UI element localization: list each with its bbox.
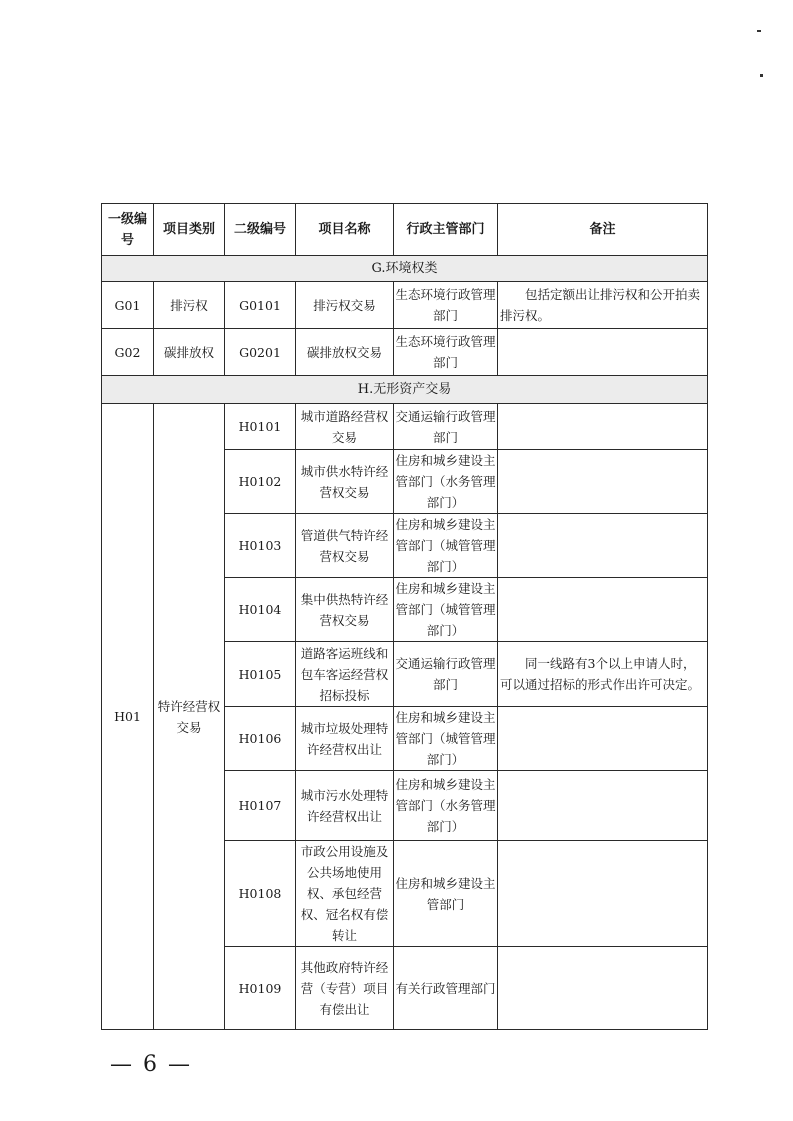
remarks [498, 578, 708, 642]
header-department: 行政主管部门 [394, 204, 498, 256]
header-project-name: 项目名称 [296, 204, 394, 256]
department: 有关行政管理部门 [394, 947, 498, 1030]
project-name: 排污权交易 [296, 282, 394, 329]
section-title-h: H.无形资产交易 [102, 376, 708, 404]
remarks [498, 514, 708, 578]
department: 住房和城乡建设主管部门（城管管理部门） [394, 578, 498, 642]
table-row [102, 404, 708, 450]
department: 住房和城乡建设主管部门（水务管理部门） [394, 450, 498, 514]
remarks [498, 947, 708, 1030]
header-remarks: 备注 [498, 204, 708, 256]
project-name: 管道供气特许经营权交易 [296, 514, 394, 578]
remarks [498, 329, 708, 376]
department: 住房和城乡建设主管部门（城管管理部门） [394, 707, 498, 771]
header-row [102, 204, 708, 256]
department: 交通运输行政管理部门 [394, 642, 498, 707]
scan-mark-top2 [760, 74, 763, 77]
level2-code: H0102 [225, 450, 296, 514]
project-name: 道路客运班线和包车客运经营权招标投标 [296, 642, 394, 707]
project-table [101, 203, 708, 1030]
level2-code: G0201 [225, 329, 296, 376]
level1-code: G01 [102, 282, 154, 329]
remarks [498, 450, 708, 514]
section-row [102, 256, 708, 282]
remarks [498, 404, 708, 450]
level1-code: H01 [102, 404, 154, 1030]
remarks [498, 841, 708, 947]
level1-code: G02 [102, 329, 154, 376]
level2-code: H0103 [225, 514, 296, 578]
department: 交通运输行政管理部门 [394, 404, 498, 450]
remarks-text: 同一线路有3个以上申请人时，可以通过招标的形式作出许可决定。 [500, 656, 701, 692]
remarks-text: 包括定额出让排污权和公开拍卖排污权。 [500, 287, 701, 323]
header-category: 项目类别 [154, 204, 225, 256]
department: 住房和城乡建设主管部门 [394, 841, 498, 947]
remarks [498, 707, 708, 771]
project-name: 城市供水特许经营权交易 [296, 450, 394, 514]
remarks [498, 771, 708, 841]
department: 住房和城乡建设主管部门（城管管理部门） [394, 514, 498, 578]
level2-code: H0104 [225, 578, 296, 642]
category: 排污权 [154, 282, 225, 329]
header-level2-code: 二级编号 [225, 204, 296, 256]
section-title-g: G.环境权类 [102, 256, 708, 282]
category: 特许经营权交易 [154, 404, 225, 1030]
section-row [102, 376, 708, 404]
level2-code: H0106 [225, 707, 296, 771]
project-name: 集中供热特许经营权交易 [296, 578, 394, 642]
header-level1-code: 一级编号 [102, 204, 154, 256]
project-name: 城市道路经营权交易 [296, 404, 394, 450]
level2-code: H0107 [225, 771, 296, 841]
department: 生态环境行政管理部门 [394, 329, 498, 376]
project-name: 城市污水处理特许经营权出让 [296, 771, 394, 841]
project-name: 碳排放权交易 [296, 329, 394, 376]
scan-mark-top [757, 30, 761, 32]
level2-code: H0105 [225, 642, 296, 707]
remarks [498, 282, 708, 329]
table-row [102, 282, 708, 329]
category: 碳排放权 [154, 329, 225, 376]
level2-code: H0108 [225, 841, 296, 947]
level2-code: G0101 [225, 282, 296, 329]
department: 住房和城乡建设主管部门（水务管理部门） [394, 771, 498, 841]
level2-code: H0109 [225, 947, 296, 1030]
project-name: 城市垃圾处理特许经营权出让 [296, 707, 394, 771]
table-row [102, 329, 708, 376]
page-number: — 6 — [110, 1052, 192, 1077]
remarks [498, 642, 708, 707]
level2-code: H0101 [225, 404, 296, 450]
project-name: 市政公用设施及公共场地使用权、承包经营权、冠名权有偿转让 [296, 841, 394, 947]
project-name: 其他政府特许经营（专营）项目有偿出让 [296, 947, 394, 1030]
department: 生态环境行政管理部门 [394, 282, 498, 329]
